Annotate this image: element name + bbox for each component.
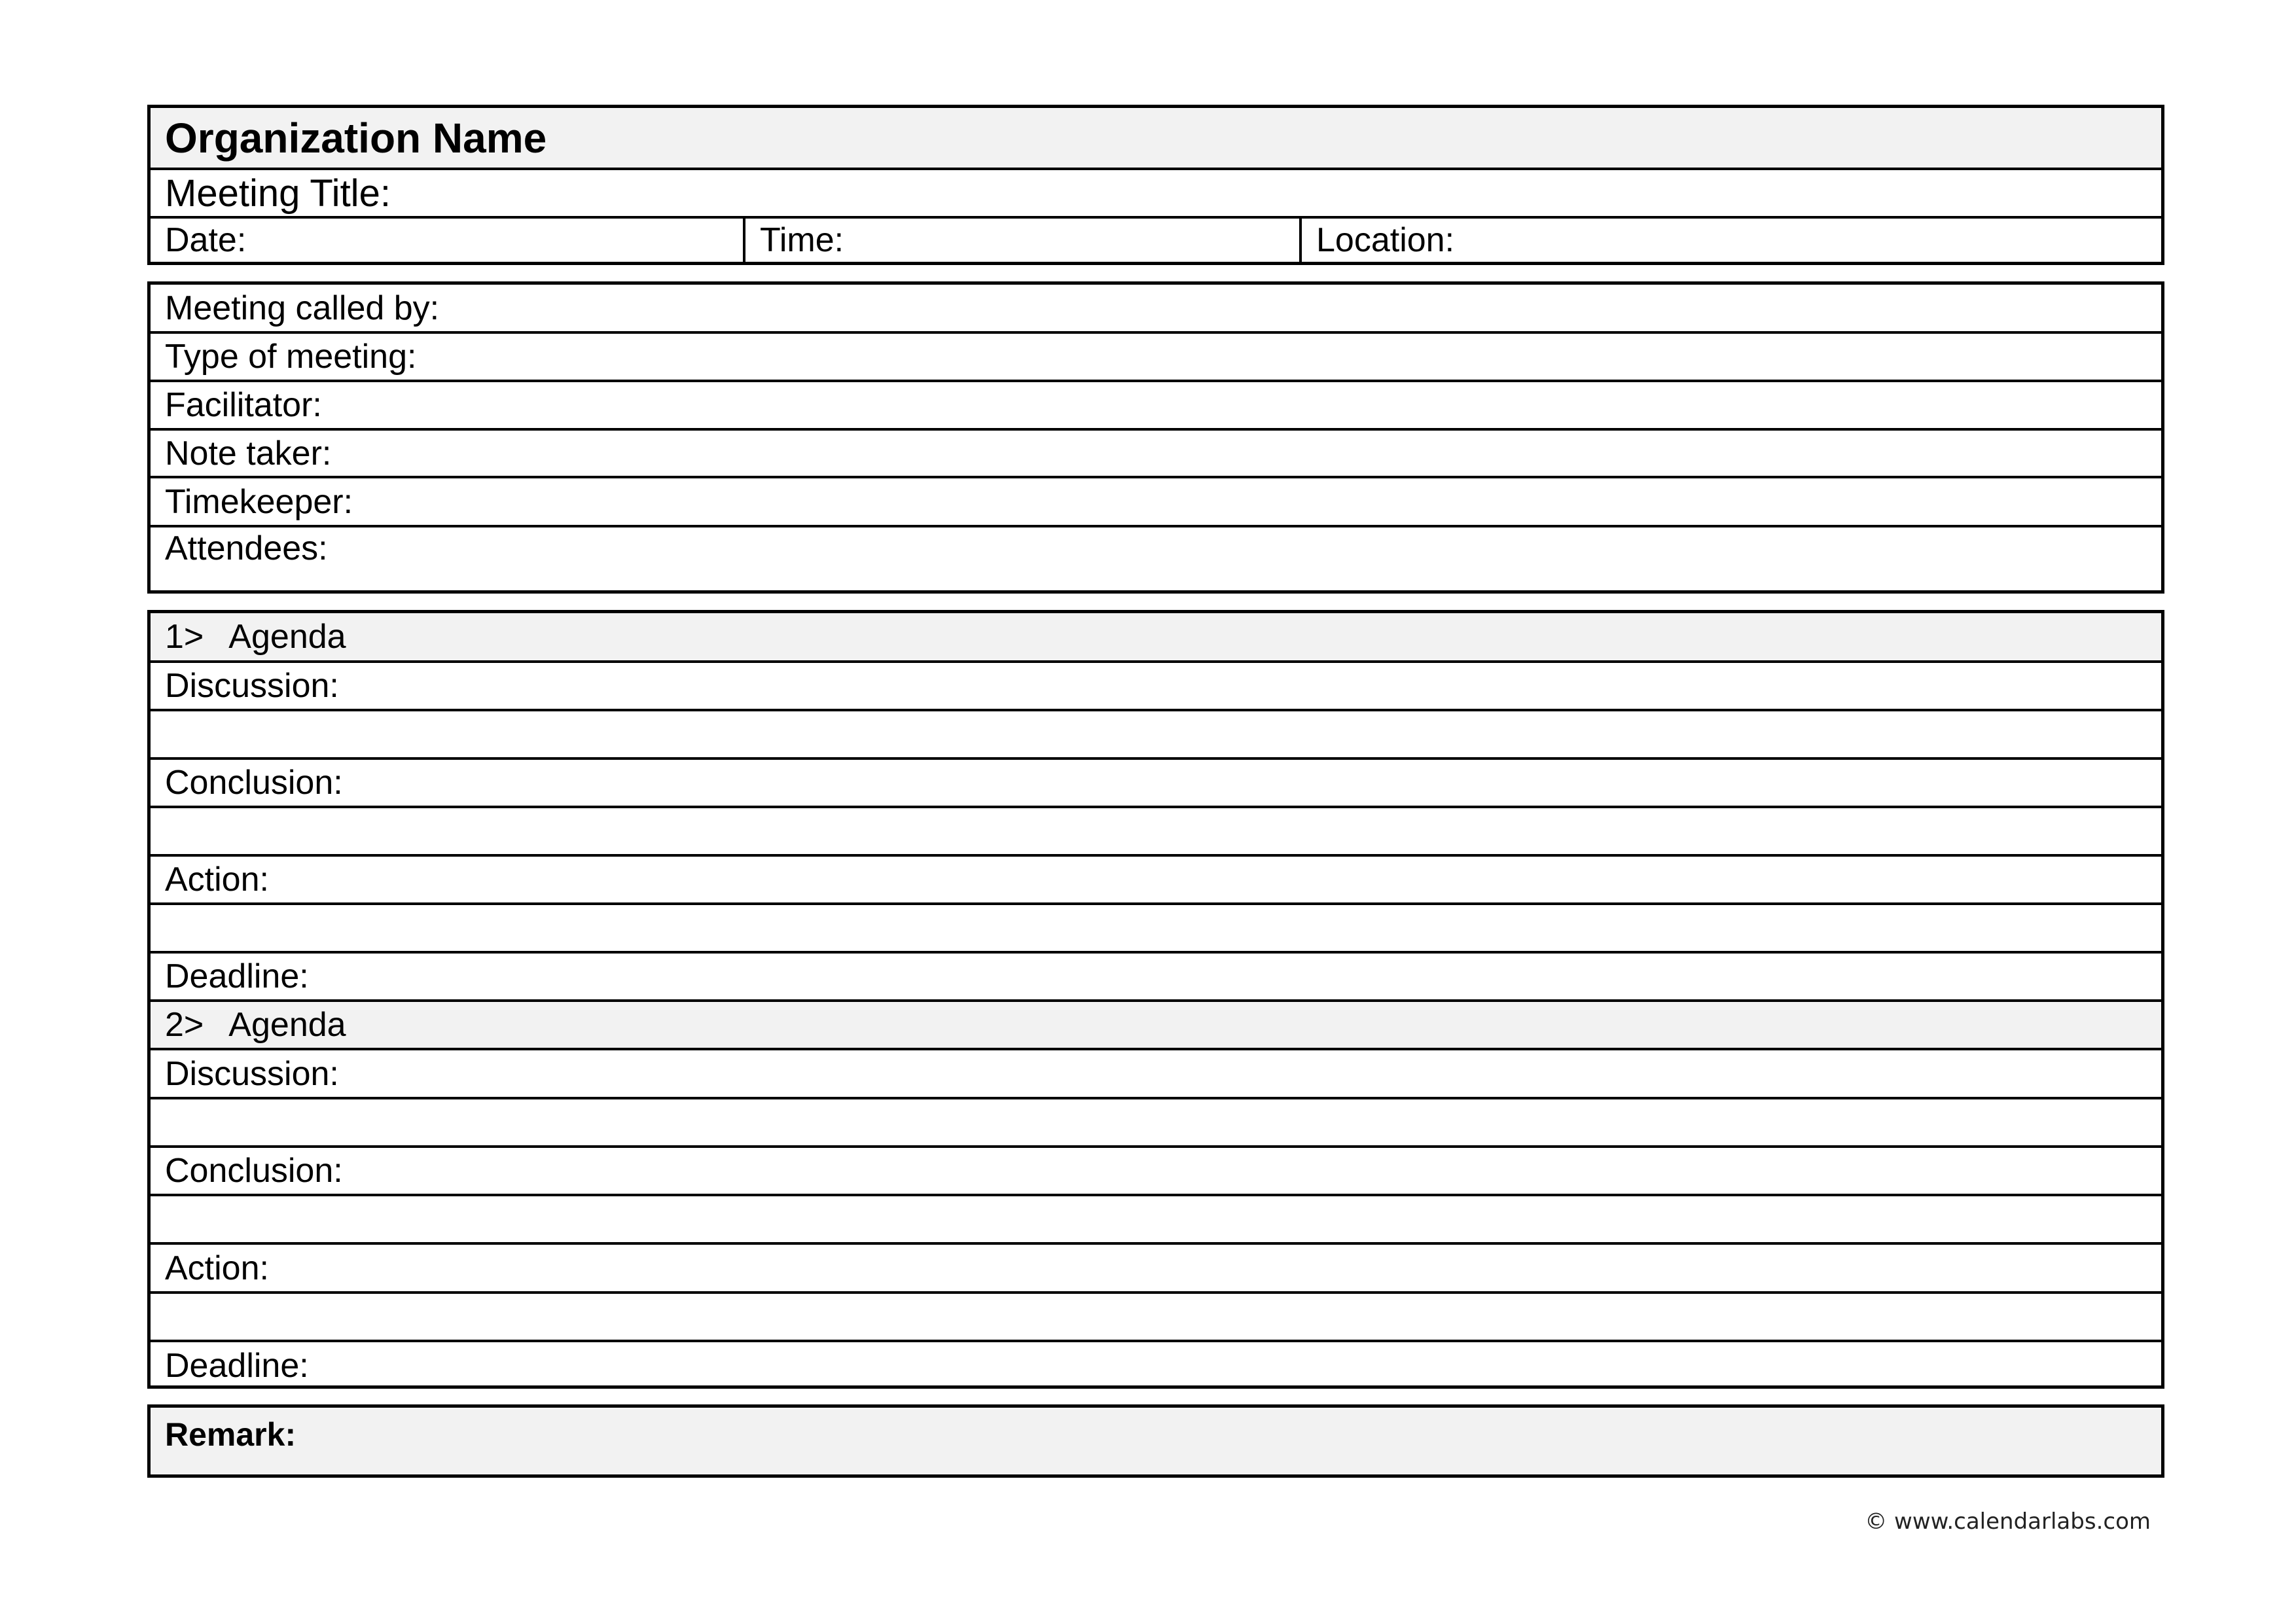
agenda-2-conclusion-label-row [151, 1148, 2161, 1196]
agenda-block [147, 610, 2164, 1389]
called-by-row[interactable] [151, 285, 2161, 334]
note-taker-row[interactable] [151, 431, 2161, 478]
footer-credit: © www.calendarlabs.com [1865, 1508, 2151, 1535]
facilitator-label: Facilitator: [165, 386, 322, 424]
agenda-2-deadline-label: Deadline: [165, 1346, 309, 1385]
header-block [147, 105, 2164, 265]
agenda-2-conclusion-field[interactable] [151, 1196, 2161, 1245]
note-taker-label: Note taker: [165, 434, 332, 473]
location-field[interactable] [1299, 219, 2161, 262]
type-of-meeting-label: Type of meeting: [165, 338, 417, 376]
agenda-1-action-label: Action: [165, 861, 269, 899]
agenda-2-conclusion-label: Conclusion: [165, 1152, 343, 1190]
agenda-2-action-label: Action: [165, 1249, 269, 1287]
time-field[interactable] [743, 219, 1299, 262]
type-of-meeting-row[interactable] [151, 334, 2161, 382]
agenda-2-discussion-label-row [151, 1050, 2161, 1099]
agenda-2-action-label-row [151, 1245, 2161, 1294]
agenda-1-action-field[interactable] [151, 905, 2161, 954]
agenda-2-deadline-row[interactable] [151, 1342, 2161, 1389]
meeting-title-row[interactable] [151, 170, 2161, 219]
agenda-1-deadline-row[interactable] [151, 954, 2161, 1002]
date-field[interactable] [151, 219, 743, 262]
location-label: Location: [1316, 221, 1455, 259]
timekeeper-label: Timekeeper: [165, 482, 353, 521]
agenda-2-header [151, 1002, 2161, 1050]
agenda-2-action-field[interactable] [151, 1294, 2161, 1342]
agenda-1-header [151, 613, 2161, 663]
time-label: Time: [760, 221, 844, 259]
agenda-2-discussion-label: Discussion: [165, 1054, 339, 1093]
remark-block[interactable] [147, 1404, 2164, 1478]
agenda-1-conclusion-field[interactable] [151, 808, 2161, 857]
agenda-1-discussion-label: Discussion: [165, 667, 339, 705]
agenda-1-title: Agenda [228, 618, 346, 656]
agenda-1-conclusion-label: Conclusion: [165, 764, 343, 802]
org-name: Organization Name [165, 114, 547, 162]
date-time-location-row [151, 219, 2161, 262]
details-block [147, 281, 2164, 594]
called-by-label: Meeting called by: [165, 289, 440, 327]
agenda-1-discussion-field[interactable] [151, 711, 2161, 760]
agenda-1-number: 1> [165, 618, 204, 656]
meeting-title-label: Meeting Title: [165, 171, 391, 215]
facilitator-row[interactable] [151, 382, 2161, 431]
agenda-1-discussion-label-row [151, 663, 2161, 711]
timekeeper-row[interactable] [151, 478, 2161, 527]
org-name-row[interactable] [151, 108, 2161, 170]
attendees-label: Attendees: [165, 529, 328, 567]
agenda-2-title: Agenda [228, 1006, 346, 1044]
date-label: Date: [165, 221, 247, 259]
agenda-2-discussion-field[interactable] [151, 1099, 2161, 1148]
agenda-1-deadline-label: Deadline: [165, 957, 309, 995]
agenda-2-number: 2> [165, 1006, 204, 1044]
agenda-1-action-label-row [151, 857, 2161, 905]
agenda-1-conclusion-label-row [151, 760, 2161, 808]
remark-label: Remark: [165, 1416, 296, 1453]
attendees-row[interactable] [151, 527, 2161, 590]
